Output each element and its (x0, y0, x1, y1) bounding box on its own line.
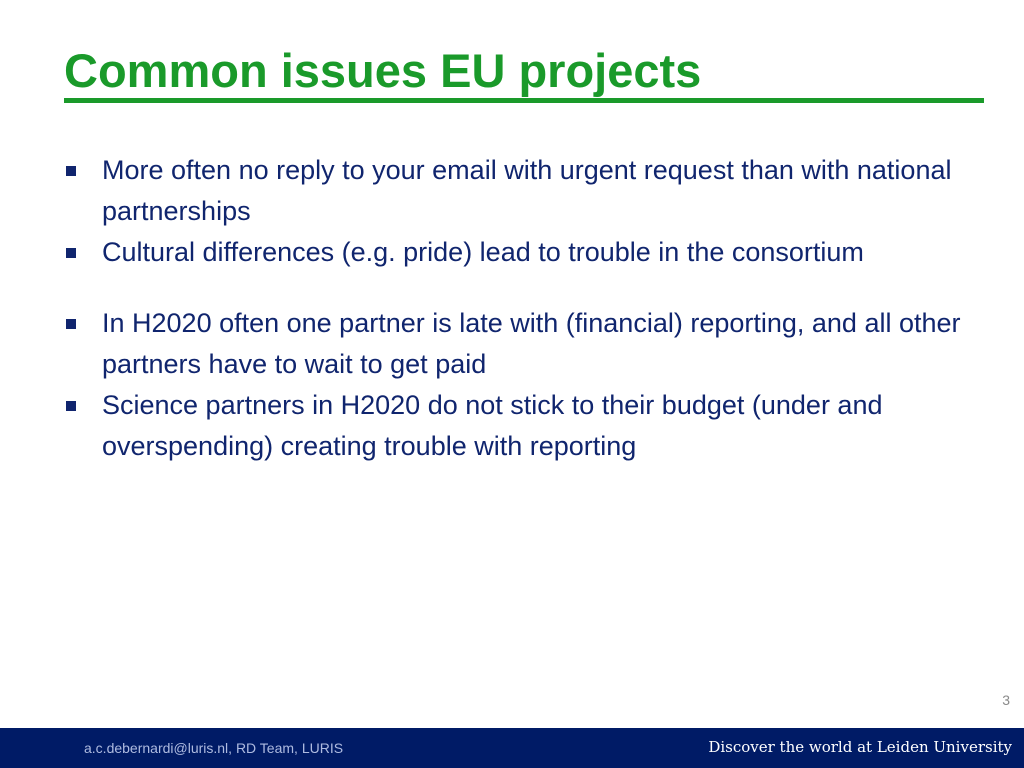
bullet-text: Science partners in H2020 do not stick to their budget (under and overspending) creating trouble with reporting (102, 390, 883, 461)
footer-bar (0, 728, 1024, 768)
bullet-text: Cultural differences (e.g. pride) lead to trouble in the consortium (102, 237, 864, 267)
footer-contact: a.c.debernardi@luris.nl, RD Team, LURIS (84, 740, 344, 756)
bullet-text: More often no reply to your email with urgent request than with national partnerships (102, 155, 952, 226)
slide-title: Common issues EU projects (64, 44, 702, 97)
page-number: 3 (1002, 692, 1010, 708)
footer-tagline: Discover the world at Leiden University (708, 738, 1012, 756)
square-bullet-icon (66, 401, 76, 411)
square-bullet-icon (66, 319, 76, 329)
bullet-list (64, 150, 964, 467)
bullet-text: In H2020 often one partner is late with (financial) reporting, and all other partners have to wait to get paid (102, 308, 961, 379)
bullet-item (64, 385, 964, 467)
square-bullet-icon (66, 166, 76, 176)
bullet-item (64, 232, 964, 273)
bullet-item (64, 150, 964, 232)
title-underline (64, 98, 984, 103)
bullet-item (64, 303, 964, 385)
square-bullet-icon (66, 248, 76, 258)
